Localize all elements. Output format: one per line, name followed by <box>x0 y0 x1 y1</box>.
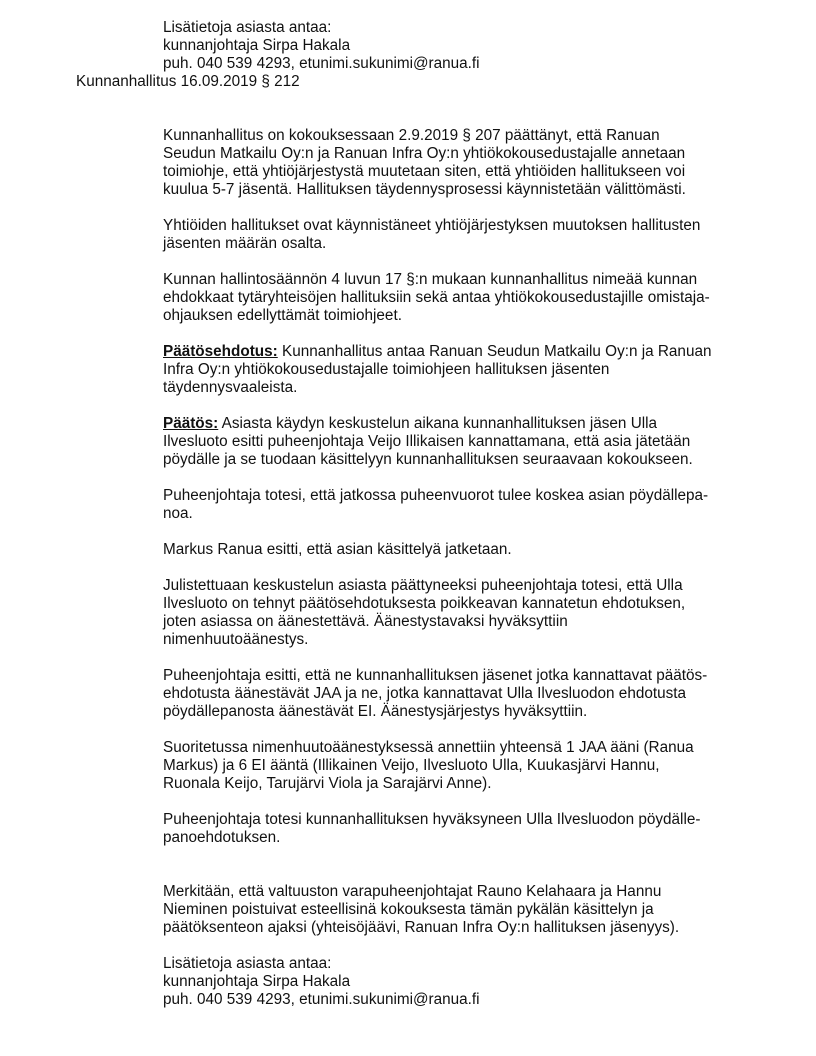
contact-phone-email: puh. 040 539 4293, etunimi.sukunimi@ranua.fi <box>163 55 480 72</box>
paragraph-governance-rule <box>163 271 753 325</box>
text-line: Ruonala Keijo, Tarujärvi Viola ja Sarajärvi Anne). <box>163 775 492 792</box>
text-line: Ilvesluoto esitti puheenjohtaja Veijo Illikaisen kannattamana, että asia jätetään <box>163 433 691 450</box>
text-line: Seudun Matkailu Oy:n ja Ranuan Infra Oy:n yhtiökokousedustajalle annetaan <box>163 145 686 162</box>
contact-person: kunnanjohtaja Sirpa Hakala <box>163 973 351 990</box>
text-line: ehdotusta äänestävät JAA ja ne, jotka kannattavat Ulla Ilvesluodon ehdotusta <box>163 685 686 702</box>
paragraph-outcome <box>163 811 753 847</box>
text-line: Yhtiöiden hallitukset ovat käynnistäneet yhtiöjärjestyksen muutoksen hallitusten <box>163 217 701 234</box>
decision-label: Päätös: <box>163 415 219 432</box>
text-line: Puheenjohtaja totesi, että jatkossa puheenvuorot tulee koskea asian pöydällepa- <box>163 487 709 504</box>
proposal-label: Päätösehdotus: <box>163 343 278 360</box>
text-line: Puheenjohtaja totesi kunnanhallituksen hyväksyneen Ulla Ilvesluodon pöydälle- <box>163 811 701 828</box>
contact-info-bottom <box>163 955 753 1009</box>
contact-label: Lisätietoja asiasta antaa: <box>163 19 332 36</box>
text-line: kuulua 5-7 jäsentä. Hallituksen täydennysprosessi käynnistetään välittömästi. <box>163 181 686 198</box>
paragraph-disqualification-note <box>163 883 753 937</box>
text-line: Infra Oy:n yhtiökokousedustajalle toimiohjeen hallituksen jäsenten <box>163 361 610 378</box>
text-line: pöydälle ja se tuodaan käsittelyyn kunnanhallituksen seuraavaan kokoukseen. <box>163 451 693 468</box>
text-line: Markus Ranua esitti, että asian käsittelyä jatketaan. <box>163 541 512 558</box>
text-line: toimiohje, että yhtiöjärjestystä muutetaan siten, että yhtiöiden hallitukseen voi <box>163 163 686 180</box>
text-line: Puheenjohtaja esitti, että ne kunnanhallituksen jäsenet jotka kannattavat päätös- <box>163 667 708 684</box>
contact-info-top <box>163 19 480 73</box>
text-line: nimenhuutoäänestys. <box>163 631 309 648</box>
paragraph-vote-order <box>163 667 753 721</box>
text-line: täydennysvaaleista. <box>163 379 298 396</box>
contact-label: Lisätietoja asiasta antaa: <box>163 955 332 972</box>
paragraph-proposal <box>163 343 753 397</box>
text-line: Merkitään, että valtuuston varapuheenjohtajat Rauno Kelahaara ja Hannu <box>163 883 662 900</box>
text-line: Kunnan hallintosäännön 4 luvun 17 §:n mukaan kunnanhallitus nimeää kunnan <box>163 271 698 288</box>
text-line: Asiasta käydyn keskustelun aikana kunnanhallituksen jäsen Ulla <box>218 415 658 432</box>
text-line: Ilvesluoto on tehnyt päätösehdotuksesta poikkeavan kannatetun ehdotuksen, <box>163 595 686 612</box>
text-line: Kunnanhallitus antaa Ranuan Seudun Matkailu Oy:n ja Ranuan <box>277 343 712 360</box>
text-line: ehdokkaat tytäryhteisöjen hallituksiin sekä antaa yhtiökokousedustajille omistaja- <box>163 289 710 306</box>
paragraph-counter-proposal <box>163 541 753 559</box>
text-line: Kunnanhallitus on kokouksessaan 2.9.2019 § 207 päättänyt, että Ranuan <box>163 127 660 144</box>
text-line: Markus) ja 6 EI ääntä (Illikainen Veijo, Ilvesluoto Ulla, Kuukasjärvi Hannu, <box>163 757 660 774</box>
text-line: Nieminen poistuivat esteellisinä kokouksesta tämän pykälän käsittelyn ja <box>163 901 654 918</box>
text-line: Julistettuaan keskustelun asiasta päättyneeksi puheenjohtaja totesi, että Ulla <box>163 577 683 594</box>
paragraph-chair-note <box>163 487 753 523</box>
paragraph-vote-required <box>163 577 753 649</box>
text-line: joten asiassa on äänestettävä. Äänestystavaksi hyväksyttiin <box>163 613 568 630</box>
paragraph-background <box>163 127 753 199</box>
text-line: päätöksenteon ajaksi (yhteisöjäävi, Ranuan Infra Oy:n hallituksen jäsenyys). <box>163 919 680 936</box>
contact-phone-email: puh. 040 539 4293, etunimi.sukunimi@ranua.fi <box>163 991 480 1008</box>
text-line: jäsenten määrän osalta. <box>163 235 327 252</box>
paragraph-decision <box>163 415 753 469</box>
meeting-heading: Kunnanhallitus 16.09.2019 § 212 <box>76 73 300 90</box>
contact-person: kunnanjohtaja Sirpa Hakala <box>163 37 351 54</box>
document-body <box>163 127 753 1009</box>
text-line: ohjauksen edellyttämät toimiohjeet. <box>163 307 402 324</box>
paragraph-vote-result <box>163 739 753 793</box>
text-line: noa. <box>163 505 193 522</box>
text-line: panoehdotuksen. <box>163 829 281 846</box>
text-line: pöydällepanosta äänestävät EI. Äänestysjärjestys hyväksyttiin. <box>163 703 588 720</box>
paragraph-boards-status <box>163 217 753 253</box>
text-line: Suoritetussa nimenhuutoäänestyksessä annettiin yhteensä 1 JAA ääni (Ranua <box>163 739 694 756</box>
